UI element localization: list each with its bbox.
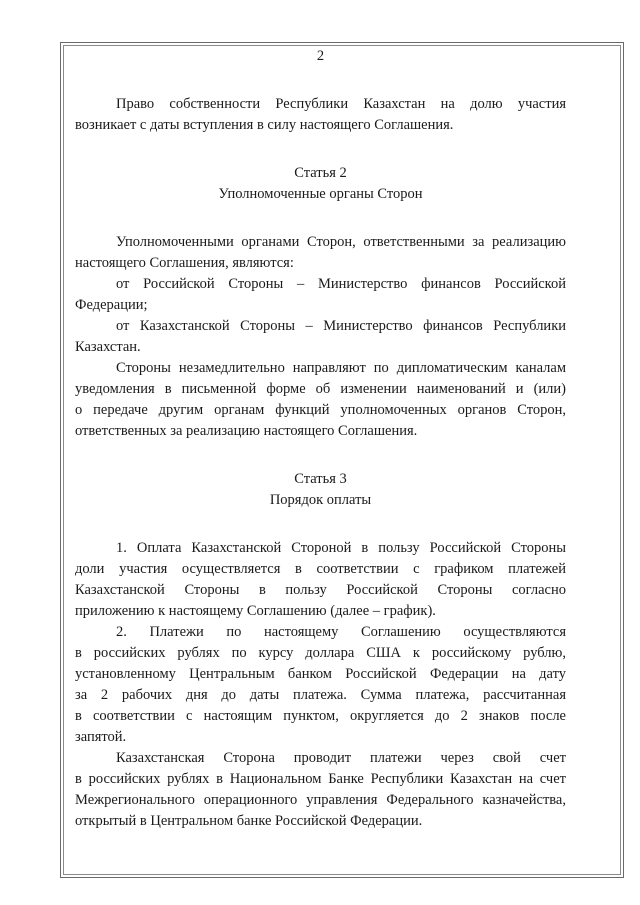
text-line: уведомления в письменной форме об изменении наименований и (или) bbox=[75, 381, 566, 397]
text-line: в российских рублях по курсу доллара США к российскому рублю, bbox=[75, 645, 566, 661]
article-heading: Статья 3 bbox=[294, 471, 347, 487]
text-line: доли участия осуществляется в соответствии с графиком платежей bbox=[75, 561, 566, 577]
text-line: Казахстанской Стороны в пользу Российской Стороны согласно bbox=[75, 582, 566, 598]
text-line: в российских рублях в Национальном Банке Республики Казахстан на счет bbox=[75, 771, 566, 787]
text-line: в соответствии с настоящим пунктом, округляется до 2 знаков после bbox=[75, 708, 566, 724]
text-line: Казахстанская Сторона проводит платежи через свой счет bbox=[116, 750, 566, 766]
document-body bbox=[75, 46, 566, 832]
text-line: от Казахстанской Стороны – Министерство финансов Республики bbox=[116, 318, 566, 334]
article-paragraph bbox=[75, 622, 566, 748]
article-paragraph bbox=[75, 274, 566, 316]
text-line: Стороны незамедлительно направляют по дипломатическим каналам bbox=[116, 360, 566, 376]
text-line: приложению к настоящему Соглашению (далее – график). bbox=[75, 603, 436, 619]
article-heading: Статья 2 bbox=[294, 165, 347, 181]
text-line: открытый в Центральном банке Российской Федерации. bbox=[75, 813, 423, 829]
page-number: 2 bbox=[316, 48, 325, 64]
article-paragraph bbox=[75, 358, 566, 442]
text-line: 1. Оплата Казахстанской Стороной в пользу Российской Стороны bbox=[116, 540, 566, 556]
text-line: 2. Платежи по настоящему Соглашению осуществляются bbox=[116, 624, 566, 640]
text-line: Федерации; bbox=[75, 297, 148, 313]
article-title: Порядок оплаты bbox=[269, 492, 372, 508]
article-paragraph bbox=[75, 748, 566, 832]
text-line: Межрегионального операционного управления Федерального казначейства, bbox=[75, 792, 566, 808]
text-line: возникает с даты вступления в силу настоящего Соглашения. bbox=[75, 117, 454, 133]
text-line: Право собственности Республики Казахстан на долю участия bbox=[116, 96, 566, 112]
text-line: настоящего Соглашения, являются: bbox=[75, 255, 294, 271]
text-line: Казахстан. bbox=[75, 339, 141, 355]
intro-paragraph bbox=[75, 94, 566, 136]
text-line: Уполномоченными органами Сторон, ответственными за реализацию bbox=[116, 234, 566, 250]
text-line: ответственных за реализацию настоящего Соглашения. bbox=[75, 423, 418, 439]
article-paragraph bbox=[75, 232, 566, 274]
article-paragraph bbox=[75, 316, 566, 358]
text-line: установленному Центральным банком Российской Федерации на дату bbox=[75, 666, 566, 682]
text-line: от Российской Стороны – Министерство финансов Российской bbox=[116, 276, 566, 292]
text-line: запятой. bbox=[75, 729, 127, 745]
text-line: за 2 рабочих дня до даты платежа. Сумма платежа, рассчитанная bbox=[75, 687, 566, 703]
text-line: о передаче другим органам функций уполномоченных органов Сторон, bbox=[75, 402, 566, 418]
article-title: Уполномоченные органы Сторон bbox=[218, 186, 423, 202]
article-paragraph bbox=[75, 538, 566, 622]
